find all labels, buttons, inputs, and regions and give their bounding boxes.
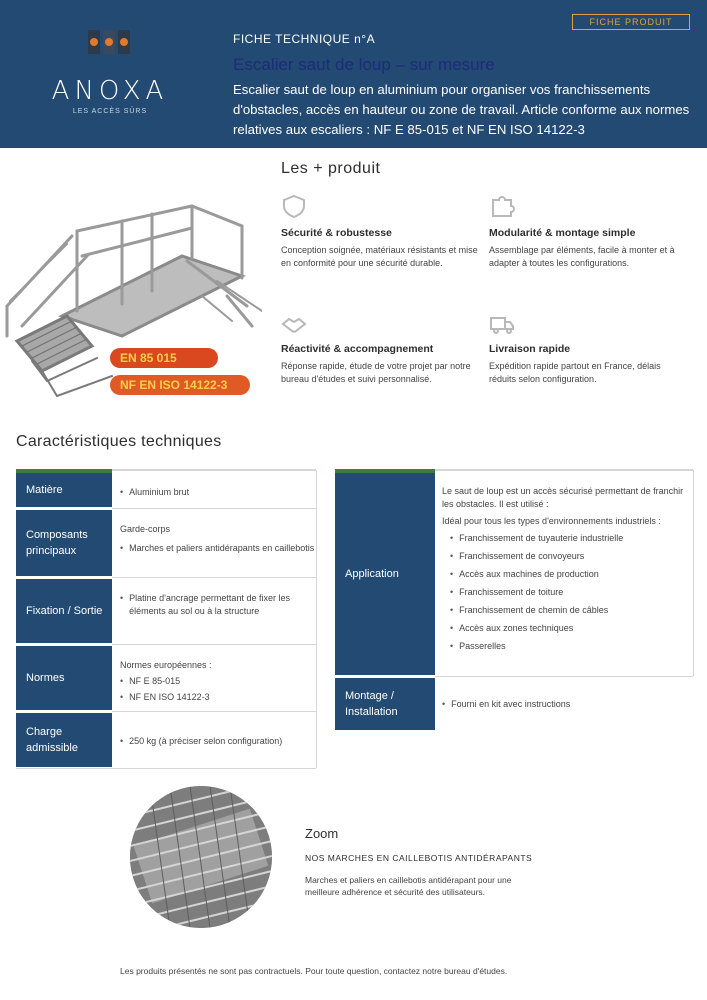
value-line: • NF EN ISO 14122-3 [129, 692, 210, 702]
list-item: • Accès aux zones techniques [459, 623, 574, 633]
list-item: • Franchissement de convoyeurs [459, 551, 585, 561]
divider [112, 508, 316, 509]
value-line: Garde-corps [120, 524, 171, 534]
table-row-value [120, 486, 316, 499]
table-row-value [120, 659, 316, 704]
divider [112, 644, 316, 645]
norm-badge-en85015: EN 85 015 [110, 348, 218, 368]
zoom-subtitle: NOS MARCHES EN CAILLEBOTIS ANTIDÉRAPANTS [305, 853, 533, 863]
grating-zoom-image [130, 786, 272, 928]
document-tag [572, 14, 690, 30]
applications-list [442, 485, 690, 653]
table-row-label: Normes [16, 646, 112, 710]
table-row-label: Montage / Installation [335, 678, 435, 730]
atout-text: Conception soignée, matériaux résistants et mise en conformité pour une sécurité durable. [281, 245, 478, 268]
value-line: • Aluminium brut [129, 487, 190, 497]
table-accent [435, 469, 693, 471]
table-row-value [120, 735, 316, 748]
atout-title: Sécurité & robustesse [281, 227, 392, 239]
table-row-label: Application [335, 473, 435, 675]
zoom-text: Marches et paliers en caillebotis antidérapant pour une meilleure adhérence et sécurité des utilisateurs. [305, 875, 512, 897]
list-item: • Accès aux machines de production [459, 569, 599, 579]
truck-icon [489, 312, 515, 336]
table-row-label: Composants principaux [16, 510, 112, 576]
table-row-label: Fixation / Sortie [16, 579, 112, 643]
divider [112, 711, 316, 712]
value-line: Normes européennes : [120, 660, 212, 670]
list-item: • Franchissement de toiture [459, 587, 564, 597]
brand-tagline: LES ACCÈS SÛRS [72, 108, 148, 115]
divider [16, 768, 316, 769]
table-row-label: Matière [16, 473, 112, 507]
table-row-value [120, 523, 316, 555]
divider [316, 470, 317, 768]
value-line: • NF E 85-015 [129, 676, 181, 686]
puzzle-icon [489, 194, 515, 218]
footnote: Les produits présentés ne sont pas contractuels. Pour toute question, contactez notre bureau d'études. [120, 966, 508, 976]
value-line: • Marches et paliers antidérapants en caillebotis [129, 543, 315, 553]
section-title-carac: Caractéristiques techniques [16, 433, 222, 450]
atout-title: Modularité & montage simple [489, 227, 636, 239]
table-row-value [442, 698, 690, 711]
table-row-label: Charge admissible [16, 713, 112, 767]
product-intro: Escalier saut de loup en aluminium pour organiser vos franchissements d'obstacles, accès en hauteur ou zone de travail. Article conforme aux normes relatives aux escaliers : NF E 85-015 et NF EN ISO 14122-3 [233, 82, 690, 137]
list-item: • Franchissement de tuyauterie industrielle [459, 533, 624, 543]
divider [112, 577, 316, 578]
list-item: • Franchissement de chemin de câbles [459, 605, 609, 615]
atout-title: Livraison rapide [489, 343, 571, 355]
list-item: • Passerelles [459, 641, 506, 651]
document-tag-text: FICHE PRODUIT [589, 17, 673, 27]
header-banner [0, 0, 707, 148]
applications-intro: Le saut de loup est un accès sécurisé permettant de franchir les obstacles. Il est utilisé : [442, 486, 684, 509]
value-line: • 250 kg (à préciser selon configuration) [129, 736, 283, 746]
divider [693, 470, 694, 676]
value-line: • Fourni en kit avec instructions [451, 699, 571, 709]
table-row-value [120, 592, 316, 618]
atout-text: Réponse rapide, étude de votre projet par notre bureau d'études et suivi personnalisé. [281, 361, 471, 384]
atout-text: Assemblage par éléments, facile à monter et à adapter à toutes les configurations. [489, 245, 675, 268]
norm-badge-iso14122: NF EN ISO 14122-3 [110, 375, 250, 395]
table-accent [112, 469, 316, 471]
divider [435, 676, 693, 677]
anoxa-logo-icon [88, 28, 130, 56]
atout-title: Réactivité & accompagnement [281, 343, 434, 355]
shield-icon [281, 194, 307, 218]
handshake-icon [281, 312, 307, 336]
atout-text: Expédition rapide partout en France, délais réduits selon configuration. [489, 361, 661, 384]
value-line: • Platine d'ancrage permettant de fixer les éléments au sol ou à la structure [129, 593, 290, 616]
product-title: Escalier saut de loup – sur mesure [233, 55, 495, 74]
zoom-title: Zoom [305, 826, 339, 841]
brand-logo-text: ANOXA [51, 76, 169, 106]
applications-sub: Idéal pour tous les types d'environnements industriels : [442, 516, 661, 526]
fiche-label: FICHE TECHNIQUE n°A [233, 32, 376, 46]
section-title-atouts: Les + produit [281, 160, 381, 177]
